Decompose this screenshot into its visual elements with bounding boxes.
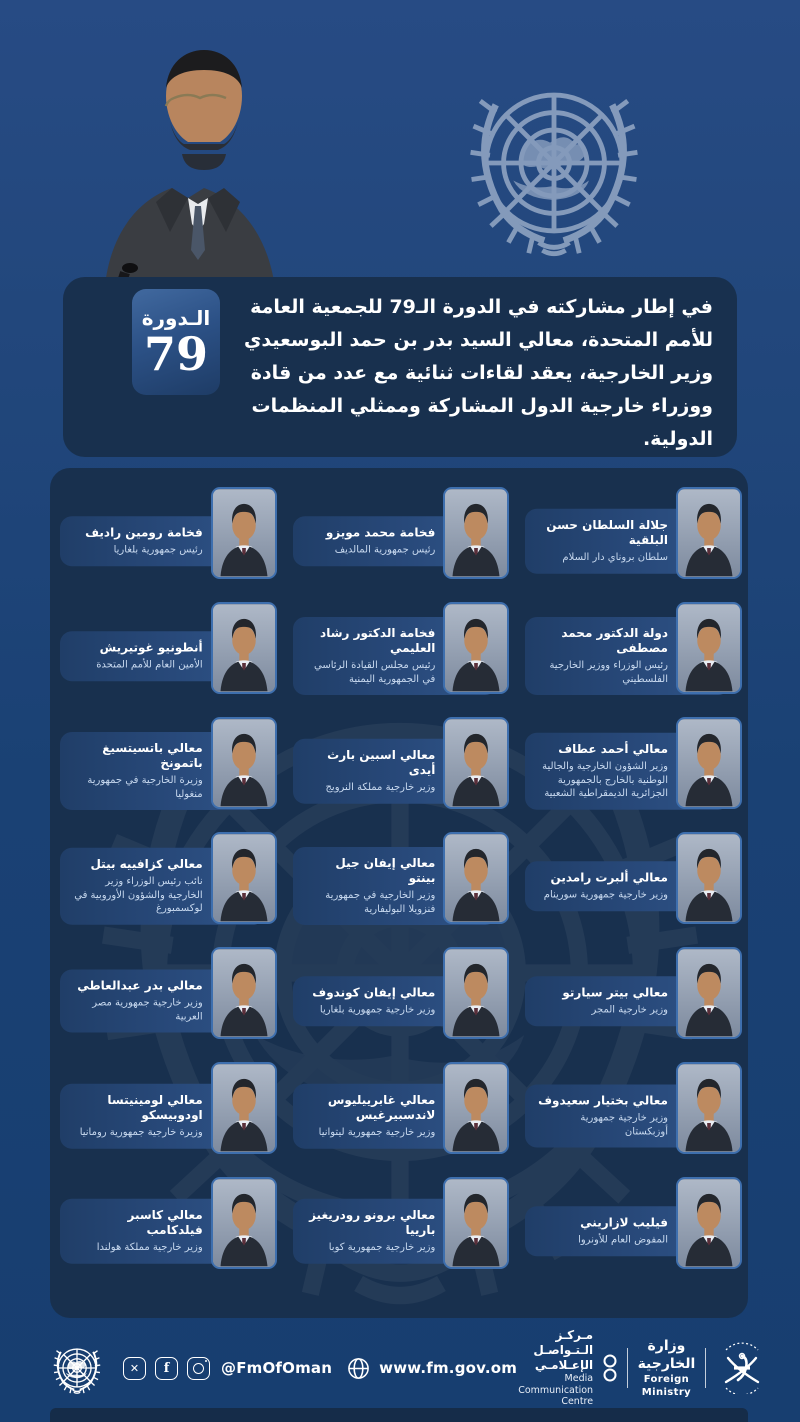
portrait-photo bbox=[443, 717, 509, 809]
person-name: معالي أحمد عطاف bbox=[558, 741, 668, 756]
person-title: وزير خارجية جمهورية ليتوانيا bbox=[318, 1126, 436, 1138]
un-logo-footer bbox=[50, 1341, 104, 1395]
ministry-english: Foreign Ministry bbox=[641, 1374, 692, 1399]
person-title: رئيس جمهورية بلغاريا bbox=[113, 544, 203, 556]
portrait-photo bbox=[676, 832, 742, 924]
person-title: وزير خارجية مملكة النرويج bbox=[325, 781, 436, 793]
meeting-card bbox=[283, 1177, 516, 1269]
person-name: معالي بختيار سعيدوف bbox=[538, 1093, 668, 1108]
person-name: معالي اسبين بارث أيدى bbox=[327, 747, 436, 777]
person-name: معالي بدر عبدالعاطي bbox=[77, 978, 203, 993]
portrait-photo bbox=[211, 947, 277, 1039]
meeting-card bbox=[50, 832, 283, 924]
person-name: معالي كاسبر فيلدكامب bbox=[127, 1207, 203, 1237]
person-title: وزير خارجية مملكة هولندا bbox=[96, 1241, 203, 1253]
globe-icon bbox=[347, 1357, 370, 1380]
meeting-card bbox=[283, 947, 516, 1039]
meeting-card bbox=[283, 487, 516, 579]
footer bbox=[50, 1327, 748, 1408]
meeting-card bbox=[283, 1062, 516, 1154]
meeting-card bbox=[515, 947, 748, 1039]
meeting-card bbox=[515, 487, 748, 579]
meetings-grid bbox=[50, 487, 748, 1269]
meeting-card bbox=[515, 832, 748, 924]
portrait-photo bbox=[676, 717, 742, 809]
intro-paragraph: في إطار مشاركته في الدورة الـ79 للجمعية العامة للأمم المتحدة، معالي السيد بدر بن حمد البوسعيدي وزير الخارجية، يعقد لقاءات ثنائية مع عدد من قادة ووزراء خارجية الدول المشاركة وممثلي المنظمات الدولية. bbox=[243, 296, 713, 450]
person-name: معالي باتسيتسيغ باتمونخ bbox=[102, 741, 203, 770]
person-title: وزير خارجية جمهورية سورينام bbox=[543, 889, 668, 901]
portrait-photo bbox=[211, 1062, 277, 1154]
person-name: جلالة السلطان حسن البلقية bbox=[546, 517, 668, 547]
meeting-card bbox=[515, 1062, 748, 1154]
person-title: وزير الخارجية في جمهورية فنزويلا البوليفارية bbox=[325, 890, 436, 915]
minister-photo bbox=[86, 36, 294, 296]
person-title: وزيرة الخارجية في جمهورية منغوليا bbox=[87, 775, 203, 800]
portrait-photo bbox=[443, 602, 509, 694]
meeting-card bbox=[50, 947, 283, 1039]
person-name: معالي لومينيتسا اودوبيسكو bbox=[107, 1092, 203, 1122]
facebook-glyph: f bbox=[163, 1360, 170, 1376]
person-name: معالي إيفان جيل بينتو bbox=[335, 856, 436, 885]
ministry-block bbox=[638, 1337, 696, 1399]
oman-national-emblem bbox=[716, 1342, 768, 1394]
portrait-photo bbox=[676, 602, 742, 694]
person-name: فخامة محمد مويزو bbox=[325, 525, 436, 540]
portrait-photo bbox=[211, 832, 277, 924]
bottom-panel-edge bbox=[50, 1408, 748, 1422]
portrait-photo bbox=[211, 487, 277, 579]
portrait-photo bbox=[443, 1062, 509, 1154]
meeting-card bbox=[50, 717, 283, 809]
person-name: فخامة الدكتور رشاد العليمي bbox=[320, 626, 436, 655]
person-title: رئيس مجلس القيادة الرئاسي في الجمهورية اليمنية bbox=[314, 660, 436, 685]
meeting-card bbox=[283, 832, 516, 924]
meeting-card bbox=[50, 1177, 283, 1269]
session-badge bbox=[132, 289, 220, 395]
person-name: دولة الدكتور محمد مصطفى bbox=[561, 626, 668, 655]
person-title: وزير خارجية جمهورية كوبا bbox=[328, 1241, 436, 1253]
social-handle[interactable]: @FmOfOman bbox=[221, 1359, 333, 1377]
meeting-card bbox=[515, 602, 748, 694]
person-title: المفوض العام للأونروا bbox=[578, 1234, 668, 1246]
person-name: معالي بيتر سيارتو bbox=[562, 985, 668, 1000]
meeting-card bbox=[515, 717, 748, 809]
instagram-icon[interactable] bbox=[187, 1357, 210, 1380]
person-title: رئيس الوزراء ووزير الخارجية الفلسطيني bbox=[549, 660, 668, 685]
footer-left bbox=[50, 1341, 517, 1395]
portrait-photo bbox=[676, 947, 742, 1039]
person-title: وزير خارجية جمهورية بلغاريا bbox=[319, 1004, 436, 1016]
x-glyph: ✕ bbox=[129, 1361, 140, 1375]
person-title: رئيس جمهورية المالديف bbox=[334, 544, 436, 556]
person-title: وزير الشؤون الخارجية والجالية الوطنية بالخارج بالجمهورية الجزائرية الديمقراطية الشعبية bbox=[542, 760, 668, 799]
session-number: 79 bbox=[143, 326, 208, 381]
footer-right bbox=[517, 1328, 768, 1409]
portrait-photo bbox=[676, 487, 742, 579]
meeting-card bbox=[515, 1177, 748, 1269]
meeting-card bbox=[283, 602, 516, 694]
meetings-panel bbox=[50, 468, 748, 1318]
meeting-card bbox=[50, 487, 283, 579]
meeting-card bbox=[50, 602, 283, 694]
person-name: معالي كزافييه بيتل bbox=[90, 856, 203, 871]
person-title: الأمين العام للأمم المتحدة bbox=[96, 659, 203, 671]
person-name: معالي برونو رودريغيز بارييا bbox=[309, 1207, 436, 1237]
portrait-photo bbox=[676, 1062, 742, 1154]
media-centre-block bbox=[517, 1328, 593, 1409]
portrait-photo bbox=[211, 1177, 277, 1269]
portrait-photo bbox=[211, 602, 277, 694]
person-name: فيليب لازاريني bbox=[580, 1215, 668, 1230]
person-title: وزير خارجية المجر bbox=[591, 1004, 668, 1016]
person-title: نائب رئيس الوزراء وزير الخارجية والشؤون الأوروبية في لوكسمبورغ bbox=[74, 875, 203, 914]
facebook-icon[interactable] bbox=[155, 1357, 178, 1380]
person-name: فخامة رومين راديف bbox=[85, 525, 203, 540]
person-name: معالي ألبرت رامدين bbox=[550, 870, 668, 885]
portrait-photo bbox=[211, 717, 277, 809]
meeting-card bbox=[283, 717, 516, 809]
person-name: معالي إيفان كوندوف bbox=[312, 985, 436, 1000]
portrait-photo bbox=[443, 487, 509, 579]
person-name: أنطونيو غوتيريش bbox=[99, 640, 203, 655]
person-title: سلطان بروناي دار السلام bbox=[562, 551, 668, 563]
portrait-photo bbox=[443, 1177, 509, 1269]
media-centre-arabic: مـركـز الـتـواصـل الإعـلامـي bbox=[533, 1327, 594, 1372]
header-panel bbox=[63, 277, 737, 457]
meeting-card bbox=[50, 1062, 283, 1154]
portrait-photo bbox=[676, 1177, 742, 1269]
x-social-icon[interactable] bbox=[123, 1357, 146, 1380]
website-url[interactable]: www.fm.gov.om bbox=[379, 1359, 518, 1377]
person-title: وزيرة خارجية جمهورية رومانيا bbox=[79, 1126, 203, 1138]
person-title: وزير خارجية جمهورية أوزبكستان bbox=[580, 1112, 668, 1137]
portrait-photo bbox=[443, 832, 509, 924]
person-name: معالي غابرييليوس لاندسبيرغيس bbox=[327, 1092, 436, 1122]
person-title: وزير خارجية جمهورية مصر العربية bbox=[92, 997, 203, 1022]
ministry-arabic: وزارة الخارجية bbox=[637, 1337, 696, 1372]
un-emblem bbox=[438, 66, 670, 260]
media-centre-english: Media Communication Centre bbox=[518, 1372, 594, 1408]
portrait-photo bbox=[443, 947, 509, 1039]
session-label: الـدورة bbox=[141, 305, 211, 330]
media-centre-logo bbox=[603, 1353, 617, 1383]
instagram-glyph bbox=[193, 1363, 204, 1374]
